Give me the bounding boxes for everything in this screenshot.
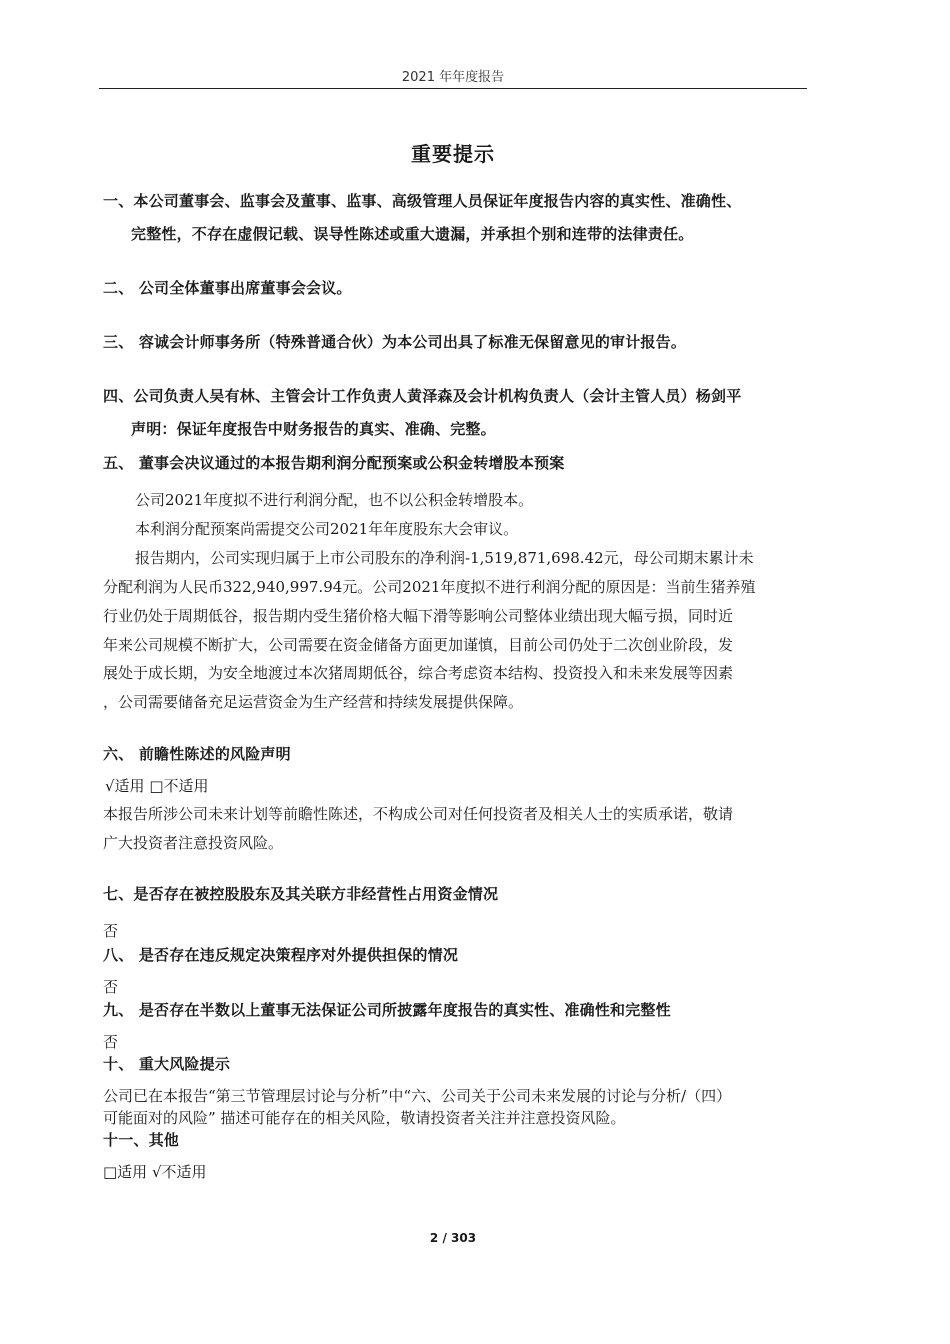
section-5-paragraph-line: 展处于成长期，为安全地渡过本次猪周期低谷，综合考虑资本结构、投资投入和未来发展等因素 bbox=[103, 664, 734, 682]
section-10-heading: 十、 重大风险提示 bbox=[103, 1055, 231, 1073]
header-rule bbox=[99, 88, 807, 89]
section-5-paragraph-line: 年来公司规模不断扩大，公司需要在资金储备方面更加谨慎，目前公司仍处于二次创业阶段，发 bbox=[103, 636, 734, 654]
section-5-paragraph-line: 公司2021年度拟不进行利润分配，也不以公积金转增股本。 bbox=[135, 491, 534, 509]
section-8-heading: 八、 是否存在违反规定决策程序对外提供担保的情况 bbox=[103, 946, 459, 964]
section-9-answer: 否 bbox=[103, 1033, 119, 1051]
section-5-paragraph-line: 行业仍处于周期低谷，报告期内受生猪价格大幅下滑等影响公司整体业绩出现大幅亏损，同时近 bbox=[103, 607, 734, 625]
section-2: 二、 公司全体董事出席董事会会议。 bbox=[103, 279, 352, 297]
section-7-answer: 否 bbox=[103, 922, 119, 940]
section-10-paragraph-line: 可能面对的风险” 描述可能存在的相关风险，敬请投资者关注并注意投资风险。 bbox=[103, 1109, 626, 1127]
section-5-heading: 五、 董事会决议通过的本报告期利润分配预案或公积金转增股本预案 bbox=[103, 454, 565, 472]
page-number: 2 / 303 bbox=[429, 1231, 477, 1245]
section-8-answer: 否 bbox=[103, 978, 119, 996]
section-6-paragraph-line: 广大投资者注意投资风险。 bbox=[103, 834, 284, 852]
section-6-heading: 六、 前瞻性陈述的风险声明 bbox=[103, 745, 291, 763]
section-4-line-2: 声明：保证年度报告中财务报告的真实、准确、完整。 bbox=[131, 420, 496, 438]
applicability-option: √适用 □不适用 bbox=[105, 777, 209, 795]
section-5-paragraph-line: 分配利润为人民币322,940,997.94元。公司2021年度拟不进行利润分配的原因是：当前生猪养殖 bbox=[103, 578, 756, 596]
section-4-line-1: 四、公司负责人吴有林、主管会计工作负责人黄泽森及会计机构负责人（会计主管人员）杨剑平 bbox=[103, 387, 742, 405]
section-1-line-1: 一、本公司董事会、监事会及董事、监事、高级管理人员保证年度报告内容的真实性、准确性、 bbox=[103, 192, 742, 210]
section-11-heading: 十一、其他 bbox=[103, 1131, 180, 1149]
section-5-paragraph-line: ，公司需要储备充足运营资金为生产经营和持续发展提供保障。 bbox=[103, 693, 524, 711]
page-title: 重要提示 bbox=[411, 142, 495, 166]
applicability-option: □适用 √不适用 bbox=[103, 1163, 207, 1181]
section-9-heading: 九、 是否存在半数以上董事无法保证公司所披露年度报告的真实性、准确性和完整性 bbox=[103, 1001, 671, 1019]
section-7-heading: 七、是否存在被控股股东及其关联方非经营性占用资金情况 bbox=[103, 885, 499, 903]
section-1-line-2: 完整性，不存在虚假记载、误导性陈述或重大遗漏，并承担个别和连带的法律责任。 bbox=[131, 225, 694, 243]
section-3: 三、 容诚会计师事务所（特殊普通合伙）为本公司出具了标准无保留意见的审计报告。 bbox=[103, 333, 687, 351]
section-5-paragraph-line: 本利润分配预案尚需提交公司2021年年度股东大会审议。 bbox=[135, 520, 519, 538]
section-5-paragraph-line: 报告期内，公司实现归属于上市公司股东的净利润-1,519,871,698.42元，母公司期末累计未 bbox=[135, 549, 754, 567]
section-10-paragraph-line: 公司已在本报告“第三节管理层讨论与分析”中“六、公司关于公司未来发展的讨论与分析/（四） bbox=[103, 1087, 732, 1105]
running-header: 2021 年年度报告 bbox=[401, 70, 505, 85]
section-6-paragraph-line: 本报告所涉公司未来计划等前瞻性陈述，不构成公司对任何投资者及相关人士的实质承诺，敬请 bbox=[103, 805, 734, 823]
